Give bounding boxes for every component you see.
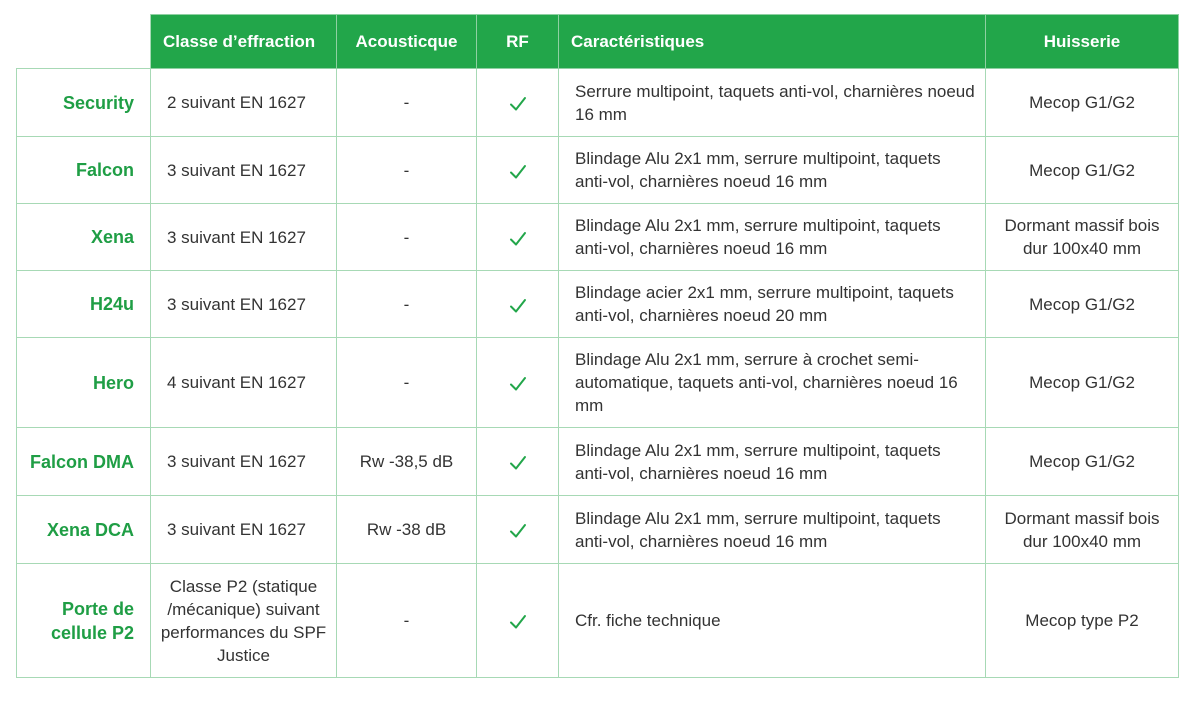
check-icon xyxy=(509,614,527,630)
table-row xyxy=(17,564,1179,678)
rf-cell xyxy=(477,69,559,137)
huisserie-cell: Dormant massif bois dur 100x40 mm xyxy=(986,496,1179,564)
header-row xyxy=(17,15,1179,69)
rf-cell xyxy=(477,428,559,496)
caracteristiques-cell: Blindage Alu 2x1 mm, serrure multipoint, taquets anti-vol, charnières noeud 16 mm xyxy=(559,204,986,271)
acoustique-cell: - xyxy=(337,137,477,204)
product-name: Xena DCA xyxy=(17,496,151,564)
table-row xyxy=(17,137,1179,204)
classe-cell: Classe P2 (statique /mécanique) suivant performances du SPF Justice xyxy=(151,564,337,678)
spec-table xyxy=(16,14,1179,678)
check-icon xyxy=(509,298,527,314)
acoustique-cell: - xyxy=(337,204,477,271)
product-name: H24u xyxy=(17,271,151,338)
acoustique-cell: - xyxy=(337,69,477,137)
acoustique-cell: Rw -38,5 dB xyxy=(337,428,477,496)
caracteristiques-cell: Serrure multipoint, taquets anti-vol, charnières noeud 16 mm xyxy=(559,69,986,137)
product-name: Porte de cellule P2 xyxy=(17,564,151,678)
header-huisserie: Huisserie xyxy=(986,15,1179,69)
huisserie-cell: Mecop G1/G2 xyxy=(986,428,1179,496)
rf-cell xyxy=(477,496,559,564)
header-corner xyxy=(17,15,151,69)
rf-cell xyxy=(477,271,559,338)
product-name: Xena xyxy=(17,204,151,271)
header-classe: Classe d’effraction xyxy=(151,15,337,69)
caracteristiques-cell: Blindage acier 2x1 mm, serrure multipoint, taquets anti-vol, charnières noeud 20 mm xyxy=(559,271,986,338)
table-row xyxy=(17,271,1179,338)
rf-cell xyxy=(477,338,559,428)
product-name: Hero xyxy=(17,338,151,428)
check-icon xyxy=(509,376,527,392)
huisserie-cell: Mecop G1/G2 xyxy=(986,69,1179,137)
table-row xyxy=(17,204,1179,271)
acoustique-cell: - xyxy=(337,564,477,678)
product-name: Falcon xyxy=(17,137,151,204)
acoustique-cell: Rw -38 dB xyxy=(337,496,477,564)
caracteristiques-cell: Blindage Alu 2x1 mm, serrure multipoint, taquets anti-vol, charnières noeud 16 mm xyxy=(559,137,986,204)
caracteristiques-cell: Cfr. fiche technique xyxy=(559,564,986,678)
header-rf: RF xyxy=(477,15,559,69)
classe-cell: 3 suivant EN 1627 xyxy=(151,137,337,204)
check-icon xyxy=(509,164,527,180)
huisserie-cell: Mecop G1/G2 xyxy=(986,338,1179,428)
caracteristiques-cell: Blindage Alu 2x1 mm, serrure à crochet semi-automatique, taquets anti-vol, charnières noeud 16 mm xyxy=(559,338,986,428)
check-icon xyxy=(509,231,527,247)
table-row xyxy=(17,496,1179,564)
huisserie-cell: Dormant massif bois dur 100x40 mm xyxy=(986,204,1179,271)
table-row xyxy=(17,428,1179,496)
header-caracteristiques: Caractéristiques xyxy=(559,15,986,69)
classe-cell: 4 suivant EN 1627 xyxy=(151,338,337,428)
classe-cell: 3 suivant EN 1627 xyxy=(151,271,337,338)
classe-cell: 3 suivant EN 1627 xyxy=(151,428,337,496)
huisserie-cell: Mecop G1/G2 xyxy=(986,137,1179,204)
acoustique-cell: - xyxy=(337,271,477,338)
table-row xyxy=(17,69,1179,137)
header-acoustique: Acousticque xyxy=(337,15,477,69)
caracteristiques-cell: Blindage Alu 2x1 mm, serrure multipoint, taquets anti-vol, charnières noeud 16 mm xyxy=(559,428,986,496)
huisserie-cell: Mecop G1/G2 xyxy=(986,271,1179,338)
caracteristiques-cell: Blindage Alu 2x1 mm, serrure multipoint, taquets anti-vol, charnières noeud 16 mm xyxy=(559,496,986,564)
classe-cell: 3 suivant EN 1627 xyxy=(151,204,337,271)
rf-cell xyxy=(477,137,559,204)
table-row xyxy=(17,338,1179,428)
rf-cell xyxy=(477,204,559,271)
classe-cell: 2 suivant EN 1627 xyxy=(151,69,337,137)
product-name: Falcon DMA xyxy=(17,428,151,496)
acoustique-cell: - xyxy=(337,338,477,428)
check-icon xyxy=(509,96,527,112)
classe-cell: 3 suivant EN 1627 xyxy=(151,496,337,564)
check-icon xyxy=(509,523,527,539)
rf-cell xyxy=(477,564,559,678)
huisserie-cell: Mecop type P2 xyxy=(986,564,1179,678)
check-icon xyxy=(509,455,527,471)
product-name: Security xyxy=(17,69,151,137)
